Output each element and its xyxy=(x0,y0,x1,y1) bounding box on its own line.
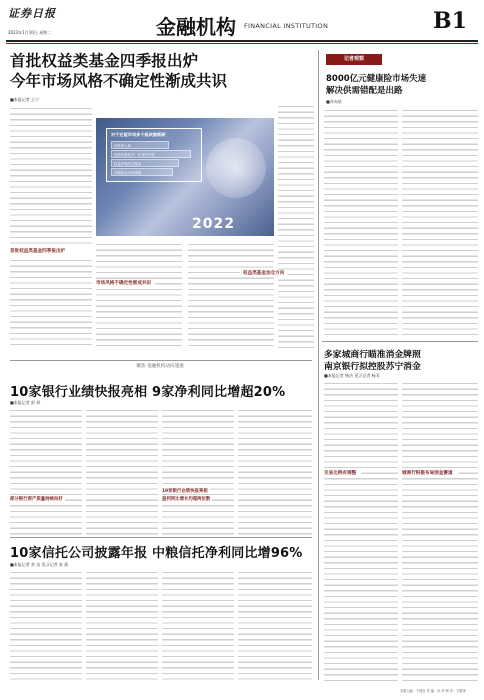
photo-bar-label: 权益开始关注基金 xyxy=(114,161,142,166)
feature-headline-line2: 解决供需错配是出路 xyxy=(326,86,403,96)
section-divider xyxy=(10,360,312,361)
lead-column-3 xyxy=(188,242,274,348)
second-column-4 xyxy=(238,408,312,536)
lead-headline-line1: 首批权益类基金四季报出炉 xyxy=(10,52,199,70)
second-column-3 xyxy=(162,408,234,536)
photo-bar-label: 投资者入场 xyxy=(114,143,131,148)
header-rule xyxy=(6,40,478,42)
feature-byline: ■苏向杲 xyxy=(326,99,342,104)
third-column-2 xyxy=(86,570,158,682)
column-divider xyxy=(318,50,319,680)
mid-right-column-1 xyxy=(324,381,398,681)
feature-column-2 xyxy=(402,108,478,338)
third-column-4 xyxy=(238,570,312,682)
second-byline: ■本报记者 彭 妍 xyxy=(10,400,41,405)
photo-bar xyxy=(111,141,169,149)
lead-byline: ■本报记者 王宁 xyxy=(10,97,40,102)
mid-right-headline-line1: 多家城商行瞄准消金牌照 xyxy=(324,350,421,360)
newspaper-logo: 证券日报 xyxy=(8,7,56,20)
lead-column-1 xyxy=(10,106,92,246)
photo-glow xyxy=(206,138,266,198)
lead-subhead-1: 首批权益类基金四季报出炉 xyxy=(10,249,66,254)
masthead xyxy=(0,0,484,44)
photo-year: 2022 xyxy=(192,216,235,232)
dateline: 2023年1月10日 星期二 xyxy=(8,30,52,35)
third-column-1 xyxy=(10,570,82,682)
feature-headline-line1: 8000亿元健康险市场失速 xyxy=(326,74,427,84)
lead-photo xyxy=(96,118,274,236)
photo-bar xyxy=(111,150,191,158)
lead-column-1b xyxy=(10,258,92,348)
lead-subhead-3: 权益类基金加仓方向 xyxy=(240,270,287,276)
lead-headline-line2: 今年市场风格不确定性渐成共识 xyxy=(10,72,228,90)
section-title: 金融机构 xyxy=(156,15,236,39)
photo-inset-title: 对于还能市场多个板块做新刷 xyxy=(111,132,166,137)
lead-column-4 xyxy=(278,104,314,348)
second-subhead-1: 部分银行资产质量持续向好 xyxy=(10,497,63,502)
second-headline: 10家银行业绩快报亮相 9家净利同比增超20% xyxy=(10,385,286,400)
lead-column-2 xyxy=(96,242,182,348)
mid-right-column-2 xyxy=(402,381,478,681)
second-column-2 xyxy=(86,408,158,536)
third-headline: 10家信托公司披露年报 中粮信托净利同比增96% xyxy=(10,546,303,561)
photo-bar xyxy=(111,168,173,176)
feature-column-1 xyxy=(324,108,398,338)
feature-tag: 记者观察 xyxy=(326,54,382,65)
page-footer: 本版主编：于德良 责 编：孙 华 制 作：王敬涛 xyxy=(400,689,466,693)
third-column-3 xyxy=(162,570,234,682)
mid-right-subhead-2: 城商行积极布局消金赛道 xyxy=(402,470,459,476)
second-subhead-2: 19家银行业绩快报亮相 xyxy=(162,489,208,494)
section-title-english: FINANCIAL INSTITUTION xyxy=(244,22,329,30)
second-column-1 xyxy=(10,408,82,536)
third-byline: ■本报记者 余 洁 见习记者 张 燕 xyxy=(10,562,69,567)
section-divider xyxy=(322,341,478,342)
page-number: B1 xyxy=(433,8,467,34)
second-subhead-3: 盈利同比增长均超两位数 xyxy=(162,497,211,502)
header-rule-accent xyxy=(6,43,478,44)
photo-bar-label: 投资有增有开：年有所开张 xyxy=(114,152,155,157)
photo-bar xyxy=(111,159,179,167)
section-divider xyxy=(10,537,312,538)
mid-right-headline-line2: 南京银行拟控股苏宁消金 xyxy=(324,362,421,372)
mid-right-byline: ■本报记者 杨洁 见习记者 杨菲 xyxy=(324,373,380,378)
lead-subhead-2: 市场风格不确定性渐成共识 xyxy=(96,280,155,286)
photo-bar-label: 本期基金市场规模 xyxy=(114,170,142,175)
mid-right-subhead-1: 交易比例有调整 xyxy=(324,470,362,476)
photo-inset-box xyxy=(106,128,202,182)
section-banner: 聚焦·金融机构动向速递 xyxy=(136,364,184,369)
